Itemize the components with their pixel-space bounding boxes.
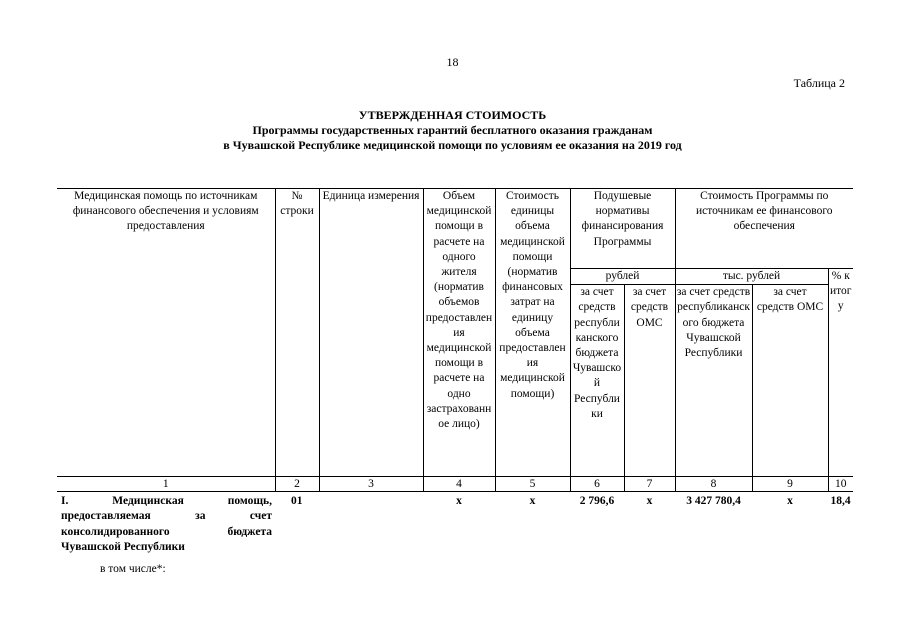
title-line-3: в Чувашской Республике медицинской помощи по условиям ее оказания на 2019 год [223,138,682,152]
title-block [0,108,905,153]
header-group-program-cost: Стоимость Программы по источникам ее финансового обеспечения [675,189,853,269]
header-col1: Медицинская помощь по источникам финансового обеспечения и условиям предоставления [57,189,275,477]
title-line-2: Программы государственных гарантий бесплатного оказания гражданам [252,123,653,137]
column-number: 9 [752,477,828,492]
column-number: 3 [319,477,423,492]
row-label: I. Медицинская помощь, предоставляемая за счет консолидированного бюджета Чувашской Республики [61,495,272,553]
header-col3: Единица измерения [319,189,423,477]
header-group-per-capita: Подушевые нормативы финансирования Программы [570,189,675,269]
header-col6: за счет средств республиканского бюджета Чувашской Республики [570,285,624,477]
row-unit [319,492,423,555]
cost-table [57,188,853,555]
header-unit-rub: рублей [570,269,675,285]
row-per-capita-oms: х [646,495,653,508]
row-unit-cost: х [529,495,536,508]
header-col4: Объем медицинской помощи в расчете на одного жителя (норматив объемов предоставления медицинской помощи в расчете на одно застрахованное лицо) [423,189,495,477]
header-col8: за счет средств республиканского бюджета Чувашской Республики [675,285,752,477]
column-number: 7 [624,477,675,492]
header-col9: за счет средств ОМС [752,285,828,477]
column-number: 6 [570,477,624,492]
column-number: 10 [828,477,853,492]
column-number: 5 [495,477,570,492]
header-col5: Стоимость единицы объема медицинской помощи (норматив финансовых затрат на единицу объема предоставления медицинской помощи) [495,189,570,477]
table-label: Таблица 2 [793,76,845,90]
column-number: 8 [675,477,752,492]
row-code: 01 [291,495,303,508]
title-line-1: УТВЕРЖДЕННАЯ СТОИМОСТЬ [358,108,547,122]
row-cost-budget: 3 427 780,4 [686,495,741,508]
header-unit-thousand-rub: тыс. рублей [675,269,828,285]
column-number: 2 [275,477,319,492]
header-col2: № строки [275,189,319,477]
header-col10: % к итогу [828,269,853,477]
column-number: 4 [423,477,495,492]
row-per-capita-budget: 2 796,6 [579,495,615,508]
column-number: 1 [57,477,275,492]
sub-label: в том числе*: [100,563,166,575]
row-volume: х [456,495,462,508]
row-cost-oms: х [787,495,793,508]
header-col7: за счет средств ОМС [624,285,675,477]
row-percent: 18,4 [830,495,851,508]
table-row [57,492,853,555]
page-number: 18 [446,55,459,69]
